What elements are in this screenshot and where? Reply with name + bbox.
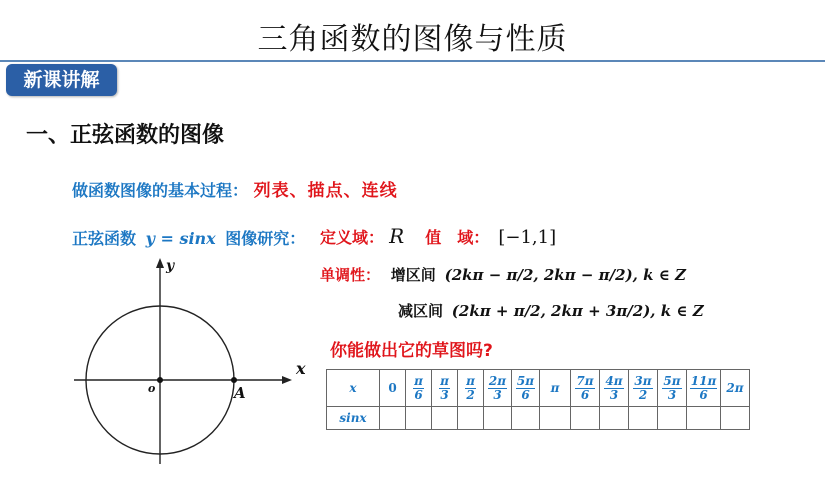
cell-value: 0 [388,381,397,395]
table-cell [406,370,432,407]
fraction-den: 3 [609,388,619,402]
fraction-num: 3π [634,374,652,389]
section-heading: 一、正弦函数的图像 [26,123,225,148]
value-table [326,369,750,430]
fraction [439,375,450,401]
domain-range-line [320,224,556,248]
table-cell [540,370,571,407]
row-header-x: x [327,370,380,407]
monotonic-increase-line [320,264,686,285]
range-value: [−1,1] [498,227,557,248]
monotonic-label: 单调性： [320,266,381,284]
table-cell-empty [540,407,571,430]
range-label: 值 域： [425,228,490,247]
point-a-label: A [234,384,246,402]
fraction-den: 6 [699,388,708,402]
table-cell [721,370,750,407]
fraction [413,375,424,401]
y-axis-label: y [166,258,175,274]
origin-point [157,377,163,383]
fraction-num: 5π [516,374,535,389]
fraction-den: 6 [414,388,423,402]
table-cell [484,370,512,407]
table-cell [687,370,721,407]
fraction-den: 3 [667,388,677,402]
x-axis-arrow-icon [282,376,292,384]
fraction [516,375,535,401]
process-steps: 列表、描点、连线 [253,181,398,201]
fraction [465,375,476,401]
fraction-num: 5π [663,374,681,389]
cell-value: 2π [726,381,744,395]
research-formula: y = sinx [145,229,216,248]
decrease-value: (2kπ + π/2, 2kπ + 3π/2), k ∈ Z [451,302,704,320]
fraction-den: 2 [638,388,648,402]
fraction [575,375,594,401]
table-cell [600,370,629,407]
fraction-num: 11π [690,374,717,389]
table-cell-empty [658,407,687,430]
table-cell [629,370,658,407]
fraction-num: π [440,374,449,389]
table-cell-empty [629,407,658,430]
x-axis-label: x [296,359,306,378]
fraction-num: π [414,374,423,389]
domain-label: 定义域： [320,228,385,247]
fraction-den: 6 [580,388,590,402]
table-row-x [327,370,750,407]
table-cell [458,370,484,407]
decrease-label: 减区间 [398,302,444,320]
table-cell [380,370,406,407]
table-cell-empty [380,407,406,430]
table-cell [571,370,600,407]
fraction-den: 2 [466,388,475,402]
row-header-sinx: sinx [327,407,380,430]
increase-value: (2kπ − π/2, 2kπ − π/2), k ∈ Z [444,266,686,284]
fraction [690,375,717,401]
increase-label: 增区间 [390,266,436,284]
sketch-question: 你能做出它的草图吗? [330,341,493,361]
monotonic-decrease-line [398,300,704,321]
research-line [72,226,305,249]
origin-label: o [148,382,156,395]
section-badge: 新课讲解 [6,64,117,96]
table-cell [432,370,458,407]
table-cell-empty [512,407,540,430]
y-axis-arrow-icon [156,258,164,268]
fraction [662,375,681,401]
research-label: 正弦函数 [72,229,137,248]
table-cell-empty [687,407,721,430]
research-label-2: 图像研究： [225,229,306,248]
table-cell-empty [600,407,629,430]
table-cell [658,370,687,407]
fraction-num: π [466,374,475,389]
fraction [488,375,507,401]
fraction [633,375,652,401]
process-label: 做函数图像的基本过程： [72,181,249,200]
table-cell-empty [458,407,484,430]
point-a [231,377,237,383]
table-cell-empty [484,407,512,430]
table-cell [512,370,540,407]
cell-value: π [550,381,560,395]
table-cell-empty [432,407,458,430]
fraction-num: 4π [605,374,623,389]
fraction-den: 3 [493,388,502,402]
table-cell-empty [721,407,750,430]
unit-circle-diagram [64,252,304,467]
domain-value: R [389,224,405,248]
table-cell-empty [571,407,600,430]
table-row-sinx [327,407,750,430]
fraction-den: 6 [521,388,530,402]
fraction-num: 7π [576,374,594,389]
process-line [72,176,398,201]
fraction-num: 2π [488,374,507,389]
slide-title: 三角函数的图像与性质 [257,22,568,57]
fraction [604,375,623,401]
table-cell-empty [406,407,432,430]
fraction-den: 3 [440,388,449,402]
title-divider [0,60,825,62]
